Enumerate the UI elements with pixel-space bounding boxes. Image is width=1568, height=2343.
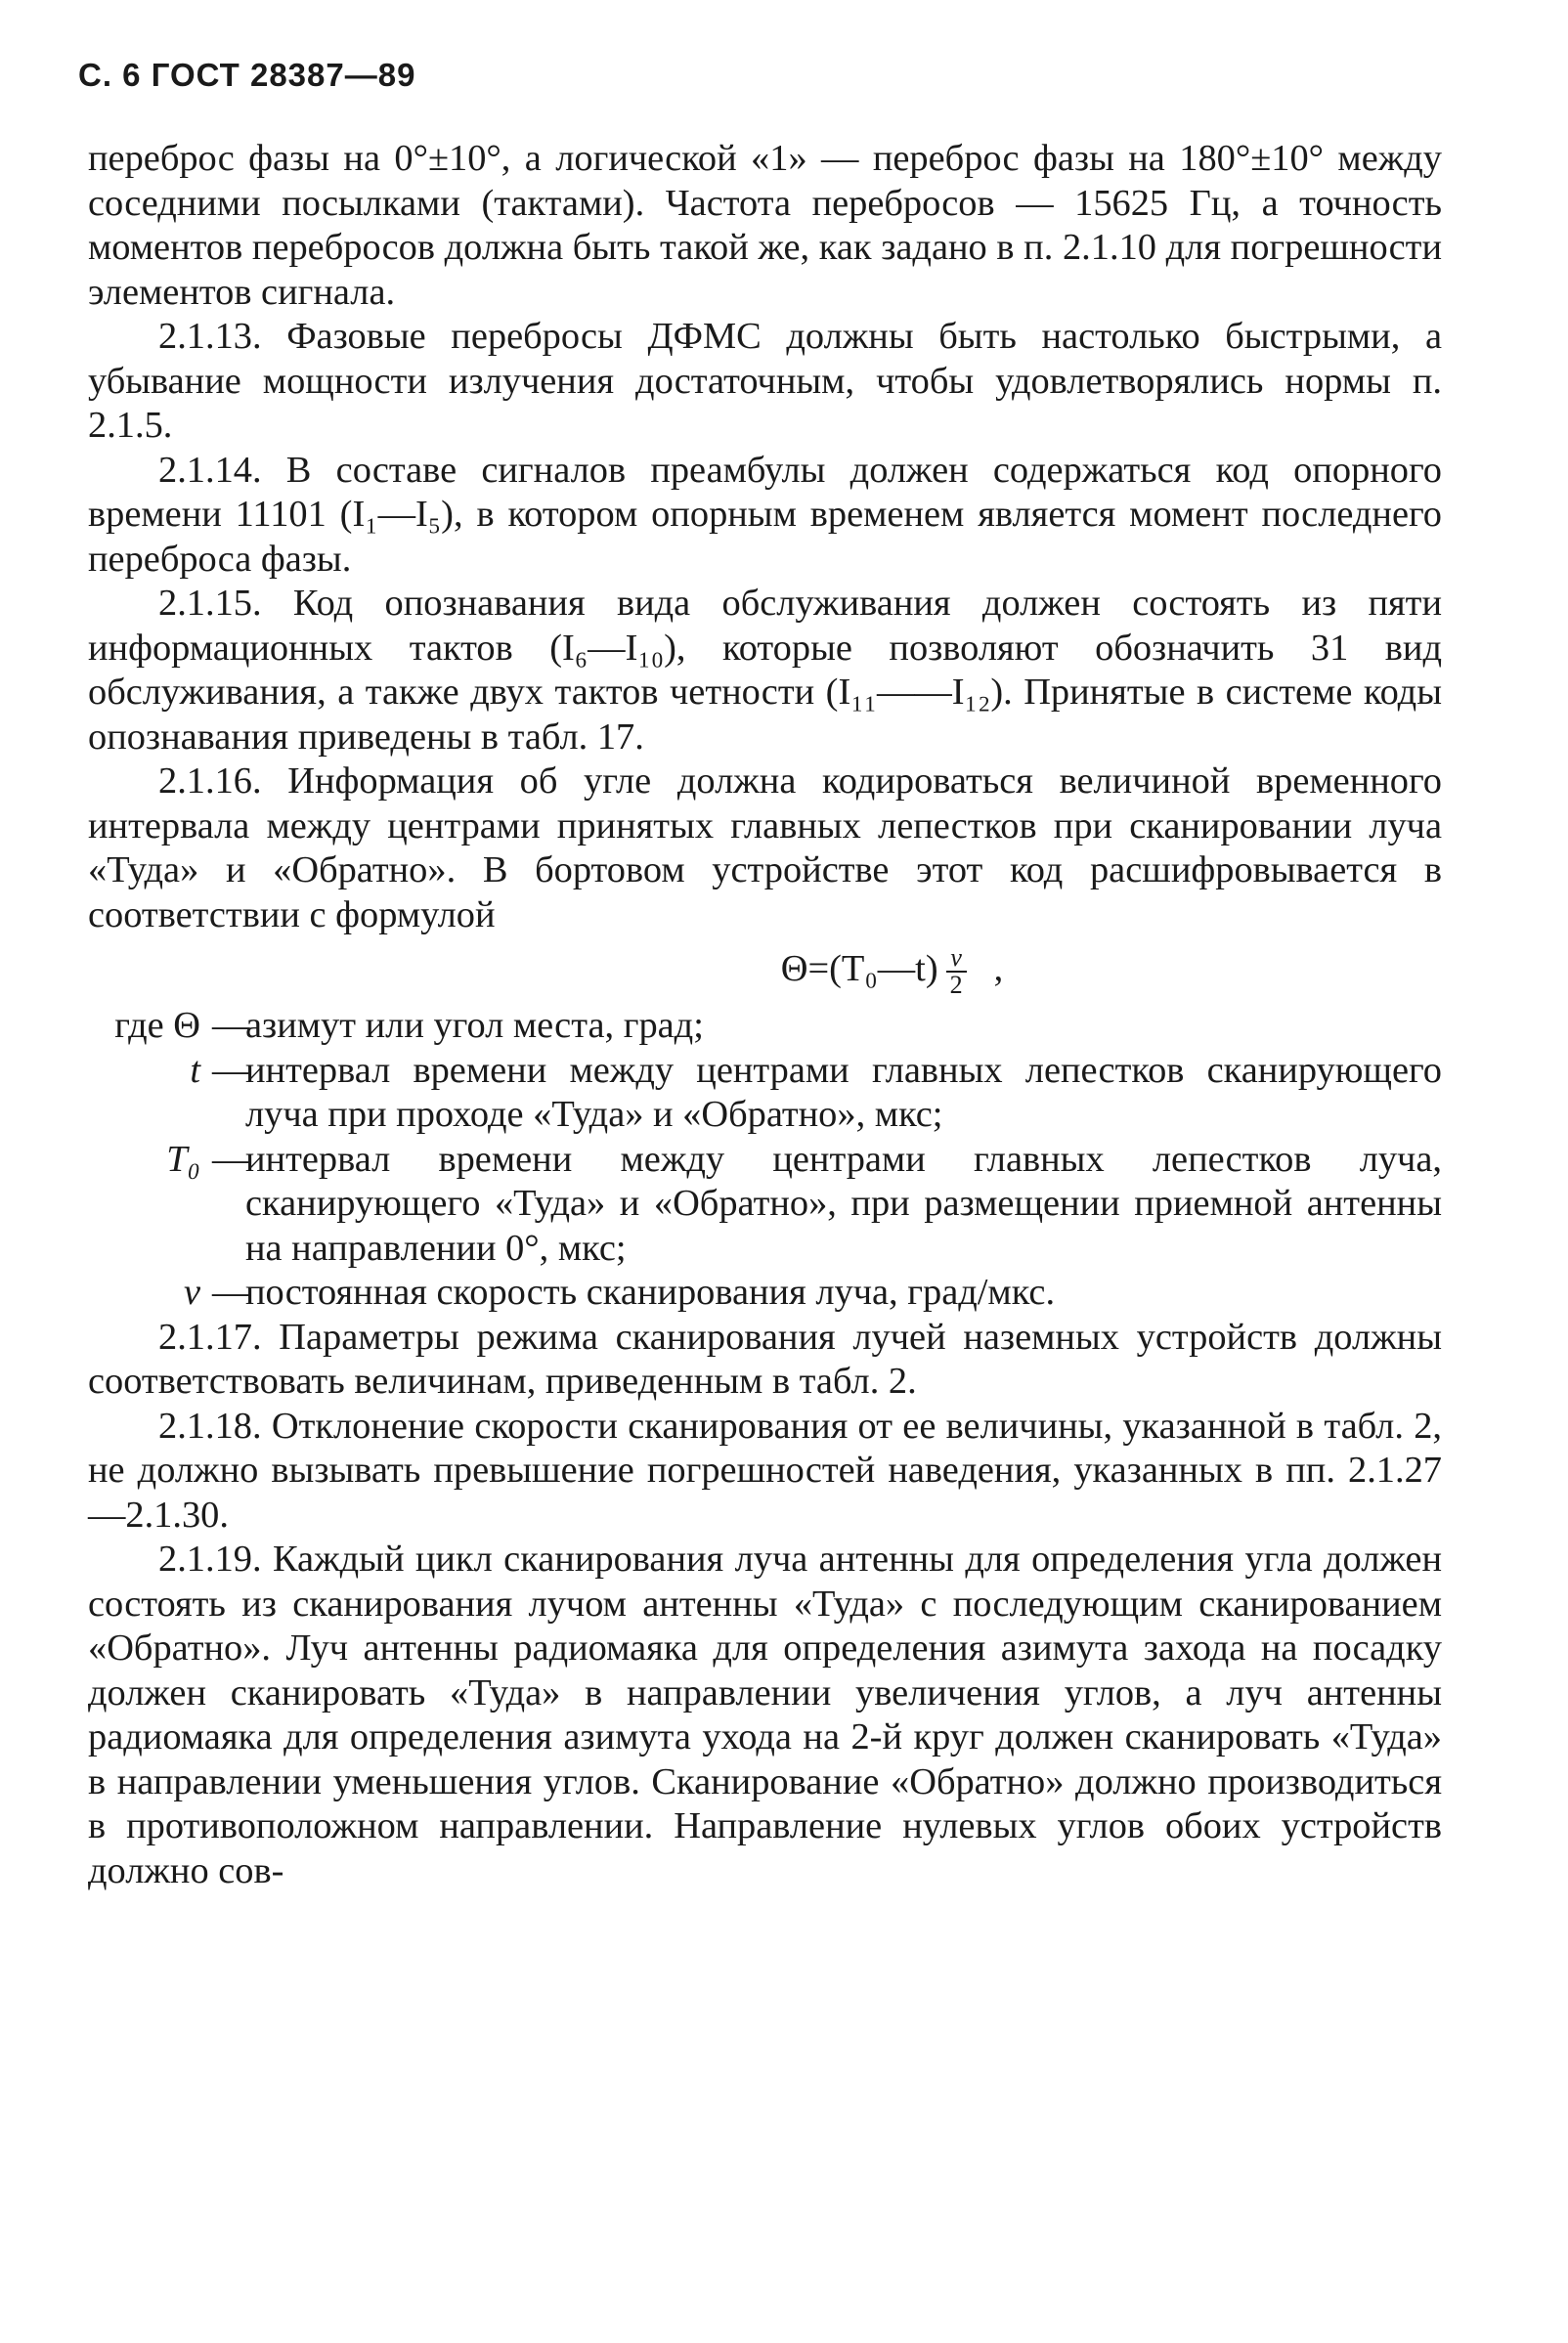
definition-dash: — [212,1049,250,1091]
paragraph-2-1-16: 2.1.16. Информация об угле должна кодироваться величиной временного интервала между центрами принятых главных лепестков при сканировании луча «Туда» и «Обратно». В бортовом устройстве этот код расшифровывается в соответствии с формулой [88,760,1442,935]
definition-text: постоянная скорость сканирования луча, град/мкс. [245,1272,1056,1314]
formula-denominator: 2 [949,971,963,1000]
formula-comma: , [993,948,1004,989]
definition-dash: — [212,1272,250,1314]
definition-row [88,1004,1442,1049]
definition-row [88,1271,1442,1316]
definition-symbol: v [183,1272,200,1314]
definition-list [88,1004,1442,1316]
paragraph-2-1-19: 2.1.19. Каждый цикл сканирования луча антенны для определения угла должен состоять из сканирования лучом антенны «Туда» с последующим сканированием «Обратно». Луч антенны радиомаяка для определения азимута захода на посадку должен сканировать «Туда» в направлении увеличения углов, а луч антенны радиомаяка для определения азимута ухода на 2-й круг должен сканировать «Туда» в направлении уменьшения углов. Сканирование «Обратно» должно производиться в противоположном направлении. Направление нулевых углов обоих устройств должно сов- [88,1539,1442,1891]
definition-dash: — [212,1138,250,1180]
definition-symbol: T₀ [166,1138,200,1180]
paragraph-2-1-18: 2.1.18. Отклонение скорости сканирования от ее величины, указанной в табл. 2, не должно вызывать превышение погрешностей наведения, указанных в пп. 2.1.27—2.1.30. [88,1405,1442,1536]
formula [88,939,1442,998]
paragraph-2-1-14: 2.1.14. В составе сигналов преамбулы должен содержаться код опорного времени 11101 (I₁—I₅), в котором опорным временем является момент последнего переброса фазы. [88,449,1442,580]
paragraph-continuation: переброс фазы на 0°±10°, а логической «1» — переброс фазы на 180°±10° между соседними посылками (тактами). Частота перебросов — 15625 Гц, а точность моментов перебросов должна быть такой же, как задано в п. 2.1.10 для погрешности элементов сигнала. [88,138,1442,313]
definition-text: интервал времени между центрами главных лепестков сканирующего луча при проходе «Туда» и «Обратно», мкс; [245,1049,1442,1136]
formula-fraction [946,945,967,998]
page-header: С. 6 ГОСТ 28387—89 [78,57,416,93]
paragraph-2-1-17: 2.1.17. Параметры режима сканирования лучей наземных устройств должны соответствовать величинам, приведенным в табл. 2. [88,1316,1442,1403]
formula-numerator: v [946,945,967,973]
paragraph-2-1-13: 2.1.13. Фазовые перебросы ДФМС должны быть настолько быстрыми, а убывание мощности излучения достаточным, чтобы удовлетворялись нормы п. 2.1.5. [88,316,1442,446]
definition-dash: — [212,1005,250,1047]
body-text [88,137,1442,1893]
definition-text: азимут или угол места, град; [245,1005,704,1047]
paragraph-2-1-15: 2.1.15. Код опознавания вида обслуживания должен состоять из пяти информационных тактов (I₆—I₁₀), которые позволяют обозначить 31 вид обслуживания, а также двух тактов четности (I₁₁——I₁₂). Принятые в системе коды опознавания приведены в табл. 17. [88,583,1442,758]
definition-text: интервал времени между центрами главных лепестков луча, сканирующего «Туда» и «Обратно», при размещении приемной антенны на направлении 0°, мкс; [245,1138,1442,1269]
definition-symbol: где Θ [114,1005,200,1047]
formula-lhs: Θ=(T₀—t) [780,948,938,989]
definition-row [88,1049,1442,1138]
definition-row [88,1138,1442,1272]
definition-symbol: t [190,1049,200,1091]
